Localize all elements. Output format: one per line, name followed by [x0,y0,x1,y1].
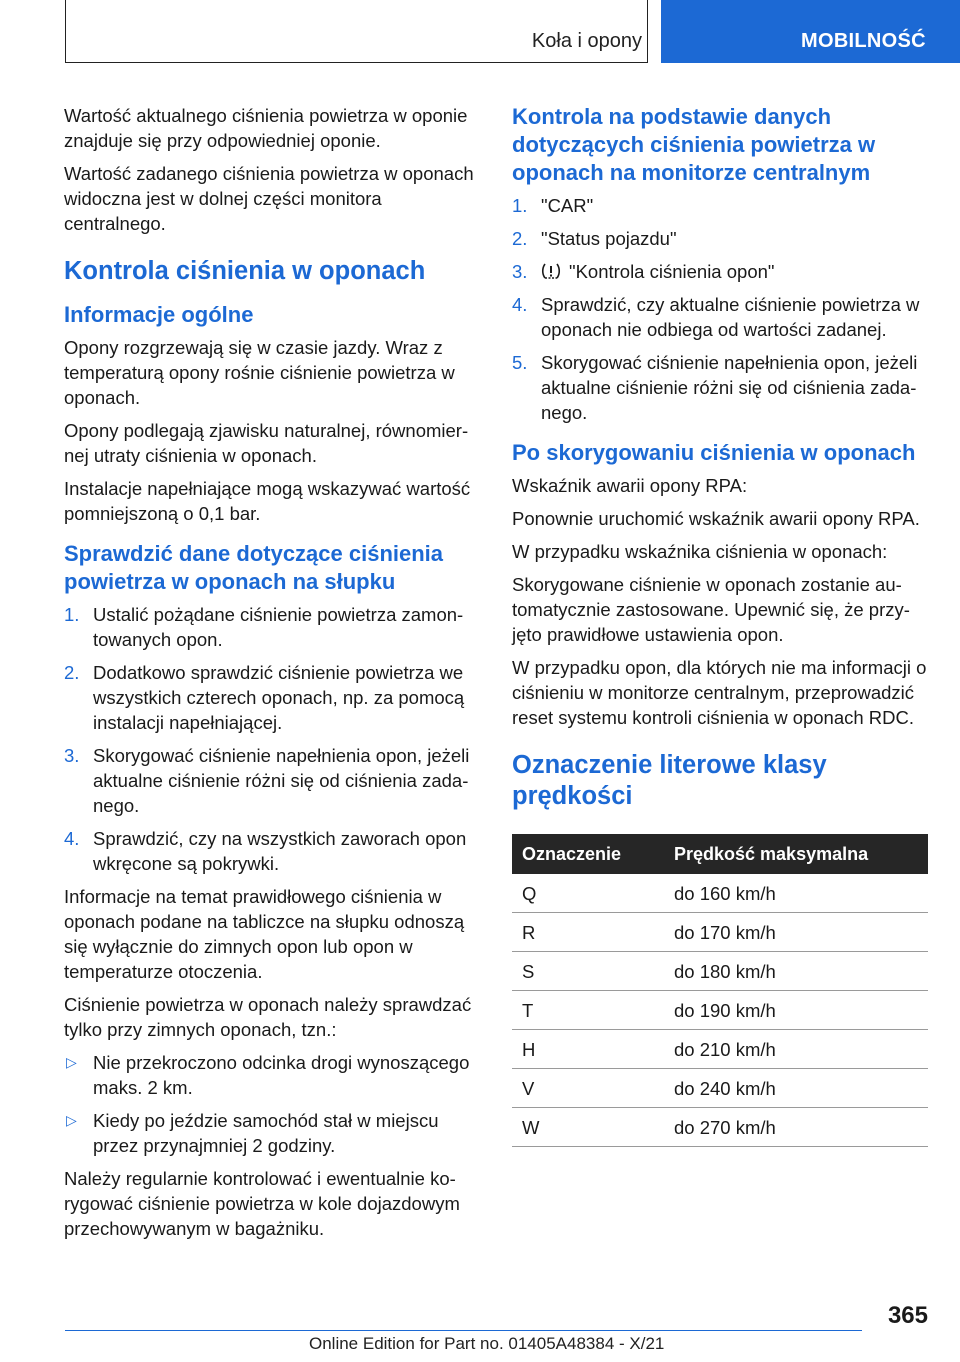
list-item [512,193,928,218]
triangle-bullet-icon: ▷ [66,1112,77,1128]
general-paragraph: Instalacje napełniające mogą wskazywać wartość pomniejszoną o 0,1 bar. [64,478,471,524]
left-column [64,103,482,1249]
after-paragraph: Skorygowane ciśnienie w oponach zostanie automatycznie zastosowane. Upewnić się, że przyjęto prawidłowe ustawienia opon. [512,574,910,645]
list-item [64,602,482,652]
triangle-bullet-icon: ▷ [66,1054,77,1070]
table-row [512,1069,928,1108]
list-item [512,226,928,251]
step-number: 2. [64,662,80,683]
step-text: "Kontrola ciśnienia opon" [569,261,775,282]
table-cell: S [512,952,664,991]
step-text: Sprawdzić, czy na wszystkich zaworach opon wkręcone są pokrywki. [93,828,467,874]
table-cell: do 180 km/h [664,952,928,991]
subheading-check-pillar: Sprawdzić dane dotyczące ciśnienia powietrza w oponach na słupku [64,541,444,594]
table-cell: Q [512,874,664,913]
step-text: Ustalić pożądane ciśnienie powietrza zamontowanych opon. [93,604,464,650]
table-cell: do 240 km/h [664,1069,928,1108]
list-item [64,826,482,876]
intro-paragraph: Wartość zadanego ciśnienia powietrza w oponach widoczna jest w dolnej części monitora centralnego. [64,163,474,234]
after-paragraph: W przypadku wskaźnika ciśnienia w oponach: [512,541,888,562]
table-row [512,1030,928,1069]
list-item [64,1108,482,1158]
table-cell: V [512,1069,664,1108]
column-header: Oznaczenie [512,834,664,874]
column-header: Prędkość maksymalna [664,834,928,874]
right-column [512,103,928,1147]
step-number: 2. [512,228,528,249]
table-cell: do 160 km/h [664,874,928,913]
after-paragraph: Ponownie uruchomić wskaźnik awarii opony RPA. [512,508,920,529]
header-chapter-tab[interactable]: MOBILNOŚĆ [661,0,960,63]
step-text: Sprawdzić, czy aktualne ciśnienie powietrza w oponach nie odbiega od wartości zadanej. [541,294,920,340]
table-cell: do 190 km/h [664,991,928,1030]
tire-pressure-warning-icon [541,261,561,281]
monitor-check-steps [512,193,928,425]
table-row [512,913,928,952]
footer-edition-text: Online Edition for Part no. 01405A48384 - X/21 [309,1334,665,1353]
table-row [512,952,928,991]
table-cell: H [512,1030,664,1069]
after-paragraph: Wskaźnik awarii opony RPA: [512,475,748,496]
table-row [512,1108,928,1147]
step-number: 4. [64,828,80,849]
list-item [512,292,928,342]
outro-paragraph: Należy regularnie kontrolować i ewentualnie korygować ciśnienie powietrza w kole dojazdowym przechowywanym w bagażniku. [64,1168,460,1239]
table-cell: do 270 km/h [664,1108,928,1147]
step-text: "CAR" [541,195,594,216]
table-cell: do 210 km/h [664,1030,928,1069]
table-row [512,874,928,913]
speed-class-table [512,834,928,1147]
footer-divider [65,1330,862,1331]
info-paragraph: Ciśnienie powietrza w oponach należy sprawdzać tylko przy zimnych oponach, tzn.: [64,994,472,1040]
header-section-title: Koła i opony [531,30,642,52]
after-paragraph: W przypadku opon, dla których nie ma informacji o ciśnieniu w monitorze centralnym, przeprowadzić reset systemu kontroli ciśnienia w oponach RDC. [512,657,927,728]
step-number: 4. [512,294,528,315]
bullet-text: Nie przekroczono odcinka drogi wynoszącego maks. 2 km. [93,1052,470,1098]
subheading-monitor-check: Kontrola na podstawie danych dotyczących ciśnienia powietrza w oponach na monitorze centralnym [512,104,876,185]
table-row [512,991,928,1030]
table-cell: T [512,991,664,1030]
section-heading-speed-class: Oznaczenie literowe klasy prędkości [512,751,827,810]
list-item [64,1050,482,1100]
info-paragraph: Informacje na temat prawidłowego ciśnienia w oponach podane na tabliczce na słupku odnoszą się wyłącznie do zimnych opon lub opon w temperaturze otoczenia. [64,886,465,982]
step-number: 1. [64,604,80,625]
table-header-row [512,834,928,874]
list-item [64,660,482,735]
step-text: Skorygować ciśnienie napełnienia opon, jeżeli aktualne ciśnienie różni się od ciśnienia zadanego. [541,352,918,423]
table-cell: R [512,913,664,952]
page-number: 365 [887,1302,928,1329]
subheading-after-correction: Po skorygowaniu ciśnienia w oponach [512,440,916,465]
intro-paragraph: Wartość aktualnego ciśnienia powietrza w oponie znajduje się przy odpowiedniej oponie. [64,105,468,151]
step-number: 3. [512,261,528,282]
bullet-text: Kiedy po jeździe samochód stał w miejscu przez przynajmniej 2 godziny. [93,1110,439,1156]
step-number: 5. [512,352,528,373]
step-text: Dodatkowo sprawdzić ciśnienie powietrza we wszystkich czterech oponach, np. za pomocą instalacji napełniającej. [93,662,465,733]
list-item [64,743,482,818]
general-paragraph: Opony podlegają zjawisku naturalnej, równomiernej utraty ciśnienia w oponach. [64,420,469,466]
list-item [512,350,928,425]
step-text: Skorygować ciśnienie napełnienia opon, jeżeli aktualne ciśnienie różni się od ciśnienia zadanego. [93,745,470,816]
table-cell: W [512,1108,664,1147]
subheading-general-info: Informacje ogólne [64,302,254,327]
cold-tire-conditions [64,1050,482,1158]
general-paragraph: Opony rozgrzewają się w czasie jazdy. Wraz z temperaturą opony rośnie ciśnienie powietrza w oponach. [64,337,455,408]
section-heading-tire-pressure: Kontrola ciśnienia w oponach [64,257,426,285]
pillar-check-steps [64,602,482,876]
table-cell: do 170 km/h [664,913,928,952]
list-item [512,259,928,284]
step-number: 1. [512,195,528,216]
step-text: "Status pojazdu" [541,228,677,249]
step-number: 3. [64,745,80,766]
